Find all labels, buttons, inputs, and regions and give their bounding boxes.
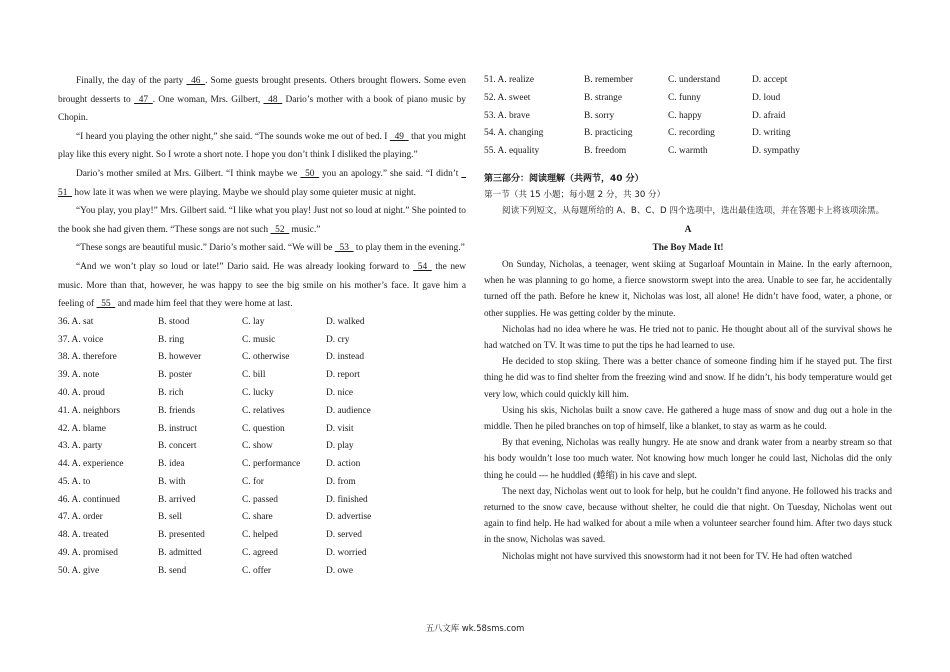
option-c: C. bill	[242, 370, 266, 381]
passage-title: The Boy Made It!	[652, 242, 724, 253]
option-a: 40. A. proud	[58, 387, 105, 398]
option-row	[58, 421, 466, 439]
option-a: 36. A. sat	[58, 316, 94, 327]
option-row	[484, 90, 892, 108]
option-c: C. passed	[242, 494, 278, 505]
option-c: C. for	[242, 476, 264, 487]
option-d: D. from	[326, 476, 356, 487]
option-b: B. sell	[158, 512, 182, 523]
reading-paragraph: On Sunday, Nicholas, a teenager, went skiing at Sugarloaf Mountain in Maine. In the early afternoon, when he was planning to go home, a fierce snowstorm swept into the area. Unable to see far, he accidentally turned off the path. Before he knew it, Nicholas was lost, all alone! He didn’t have food, water, a phone, or other supplies. He was getting colder by the minute.	[484, 258, 892, 318]
passage-paragraph: Finally, the day of the party 46 . Some guests brought presents. Others brought flowers. Some even brought desserts to 47 . One woman, Mrs. Gilbert, 48 Dario’s mother with a book of piano music by Chopin.	[58, 76, 466, 124]
option-b: B. rich	[158, 387, 184, 398]
option-a: 54. A. changing	[484, 128, 544, 139]
option-row	[58, 367, 466, 385]
option-a: 41. A. neighbors	[58, 405, 120, 416]
option-b: B. ring	[158, 334, 185, 345]
option-d: D. nice	[326, 387, 354, 398]
option-b: B. freedom	[584, 146, 627, 157]
blank-46: 46	[186, 76, 206, 86]
option-row	[58, 474, 466, 492]
blank-48: 48	[263, 94, 283, 105]
option-a: 37. A. voice	[58, 334, 104, 345]
option-c: C. relatives	[242, 405, 285, 416]
option-row	[58, 349, 466, 367]
option-d: D. action	[326, 459, 361, 470]
blank-47: 47	[134, 94, 153, 105]
reading-paragraph: Nicholas had no idea where he was. He tried not to panic. He thought about all of the survival shows he had watched on TV. It was time to put the tips he had learned to use.	[484, 323, 892, 350]
option-d: D. afraid	[752, 110, 786, 121]
option-d: D. owe	[326, 565, 354, 576]
option-row	[58, 563, 466, 581]
option-d: D. audience	[326, 405, 371, 416]
option-d: D. walked	[326, 316, 365, 327]
option-d: D. worried	[326, 548, 367, 559]
option-a: 43. A. party	[58, 441, 103, 452]
option-b: B. strange	[584, 92, 623, 103]
option-a: 45. A. to	[58, 476, 91, 487]
option-row	[58, 545, 466, 563]
option-a: 50. A. give	[58, 565, 100, 576]
blank-55: 55	[96, 299, 116, 310]
option-c: C. lucky	[242, 387, 274, 398]
option-b: B. admitted	[158, 548, 202, 559]
option-d: D. accept	[752, 75, 788, 85]
instruction-text: 阅读下列短文，从每题所给的 A、B、C、D 四个选项中，选出最佳选项，并在答题卡上将该项涂黑。	[502, 205, 885, 216]
option-row	[58, 527, 466, 545]
option-b: B. instruct	[158, 423, 198, 434]
blank-54: 54	[413, 261, 432, 272]
reading-paragraph: He decided to stop skiing. There was a better chance of someone finding him if he stayed put. The first thing he did was to find shelter from the freezing wind and snow. If he didn’t, his body temperature would get very low, which could quickly kill him.	[484, 356, 892, 399]
option-c: C. lay	[242, 316, 265, 327]
option-row	[58, 438, 466, 456]
cloze-passage	[58, 72, 466, 314]
option-d: D. cry	[326, 334, 350, 345]
option-a: 38. A. therefore	[58, 352, 117, 363]
option-row	[58, 456, 466, 474]
reading-paragraph: Using his skis, Nicholas built a snow cave. He gathered a huge mass of snow and dug out a hole in the middle. Then he piled branches on top of himself, like a blanket, to stay as warm as he could.	[484, 404, 892, 432]
option-d: D. loud	[752, 92, 781, 103]
option-b: B. however	[158, 352, 202, 363]
option-d: D. served	[326, 530, 362, 541]
passage-paragraph: “These songs are beautiful music.” Dario’s mother said. “We will be 53 to play them in the evening.”	[76, 243, 465, 254]
option-b: B. practicing	[584, 128, 633, 139]
option-c: C. performance	[242, 459, 301, 470]
option-a: 46. A. continued	[58, 494, 120, 505]
blank-51: 51	[58, 168, 466, 198]
option-a: 47. A. order	[58, 512, 103, 523]
option-a: 48. A. treated	[58, 530, 109, 541]
option-row	[484, 125, 892, 143]
option-c: C. offer	[242, 565, 271, 576]
option-a: 51. A. realize	[484, 75, 534, 85]
blank-53: 53	[334, 243, 354, 254]
option-a: 44. A. experience	[58, 459, 124, 470]
option-d: D. visit	[326, 423, 354, 434]
passage-label: A	[684, 224, 692, 235]
page-footer: 五八文库 wk.58sms.com	[425, 623, 525, 633]
reading-paragraph: Nicholas might not have survived this snowstorm had it not been for TV. He had often watched	[502, 550, 852, 561]
option-a: 39. A. note	[58, 370, 100, 381]
option-c: C. otherwise	[242, 352, 290, 363]
passage-paragraph: Dario’s mother smiled at Mrs. Gilbert. “I think maybe we 50 you an apology.” she said. “I didn’t 51 how late it was when we were playing. Maybe we should play some quieter music at night.	[58, 168, 466, 198]
option-b: B. with	[158, 476, 186, 487]
blank-50: 50	[300, 168, 320, 179]
option-c: C. warmth	[668, 146, 708, 157]
option-d: D. report	[326, 370, 360, 381]
blank-49: 49	[389, 131, 409, 142]
option-a: 52. A. sweet	[484, 92, 531, 103]
option-c: C. show	[242, 441, 273, 452]
option-a: 53. A. brave	[484, 110, 530, 121]
section-title: 第三部分：阅读理解（共两节，40 分）	[484, 173, 644, 184]
reading-paragraph: By that evening, Nicholas was really hungry. He ate snow and drank water from a nearby stream so that his body wouldn’t lose too much water. Not knowing how much longer he could last, Nicholas did the only thing he could --- he huddled (蜷缩) in his cave and slept.	[484, 437, 892, 480]
option-b: B. remember	[584, 75, 633, 85]
left-column	[58, 72, 466, 581]
option-a: 42. A. blame	[58, 423, 106, 434]
option-d: D. instead	[326, 352, 365, 363]
option-c: C. helped	[242, 530, 278, 541]
cloze-options-right	[484, 72, 892, 161]
option-b: B. send	[158, 565, 187, 576]
option-d: D. finished	[326, 494, 368, 505]
option-b: B. poster	[158, 370, 192, 381]
option-row	[484, 108, 892, 126]
option-row	[484, 72, 892, 90]
passage-paragraph: “I heard you playing the other night,” she said. “The sounds woke me out of bed. I 49 that you might play like this every night. So I wrote a short note. I hope you don’t think I disliked the playing.”	[58, 131, 467, 161]
option-row	[484, 143, 892, 161]
option-c: C. question	[242, 423, 285, 434]
option-row	[58, 492, 466, 510]
option-a: 49. A. promised	[58, 548, 118, 559]
option-d: D. sympathy	[752, 146, 800, 157]
option-c: C. agreed	[242, 548, 278, 559]
option-c: C. share	[242, 512, 273, 523]
option-d: D. play	[326, 441, 354, 452]
option-c: C. recording	[668, 128, 715, 139]
option-row	[58, 403, 466, 421]
right-column	[484, 72, 892, 564]
option-row	[58, 385, 466, 403]
option-c: C. music	[242, 334, 276, 345]
option-b: B. presented	[158, 530, 205, 541]
blank-52: 52	[270, 224, 290, 235]
option-b: B. stood	[158, 316, 190, 327]
option-b: B. friends	[158, 405, 195, 416]
reading-passage	[484, 256, 892, 564]
option-b: B. arrived	[158, 494, 196, 505]
passage-paragraph: “You play, you play!” Mrs. Gilbert said. “I like what you play! Just not so loud at night.” She pointed to the book she had given them. “These songs are not such 52 music.”	[58, 206, 466, 235]
option-b: B. idea	[158, 459, 185, 470]
option-c: C. happy	[668, 110, 702, 121]
passage-paragraph: “And we won’t play so loud or late!” Dario said. He was already looking forward to 54 the new music. More than that, however, he was happy to see the big smile on his mother’s face. It gave him a feeling of 55 and made him feel that they were home at last.	[58, 261, 466, 310]
option-d: D. writing	[752, 128, 791, 139]
option-b: B. concert	[158, 441, 197, 452]
subsection-title: 第一节（共 15 小题；每小题 2 分，共 30 分）	[484, 189, 666, 200]
cloze-options-left	[58, 314, 466, 581]
option-c: C. understand	[668, 75, 721, 85]
option-c: C. funny	[668, 92, 701, 103]
reading-paragraph: The next day, Nicholas went out to look for help, but he couldn’t find anyone. He followed his tracks and returned to the snow cave, because without shelter, he could die that night. On Tuesday, Nicholas went out again to find help. He had walked for about a mile when a volunteer searcher found him. After two days stuck in the snow, Nicholas was saved.	[484, 485, 892, 545]
option-row	[58, 509, 466, 527]
option-d: D. advertise	[326, 512, 372, 523]
option-b: B. sorry	[584, 110, 615, 121]
option-row	[58, 314, 466, 332]
option-row	[58, 332, 466, 350]
option-a: 55. A. equality	[484, 146, 540, 157]
